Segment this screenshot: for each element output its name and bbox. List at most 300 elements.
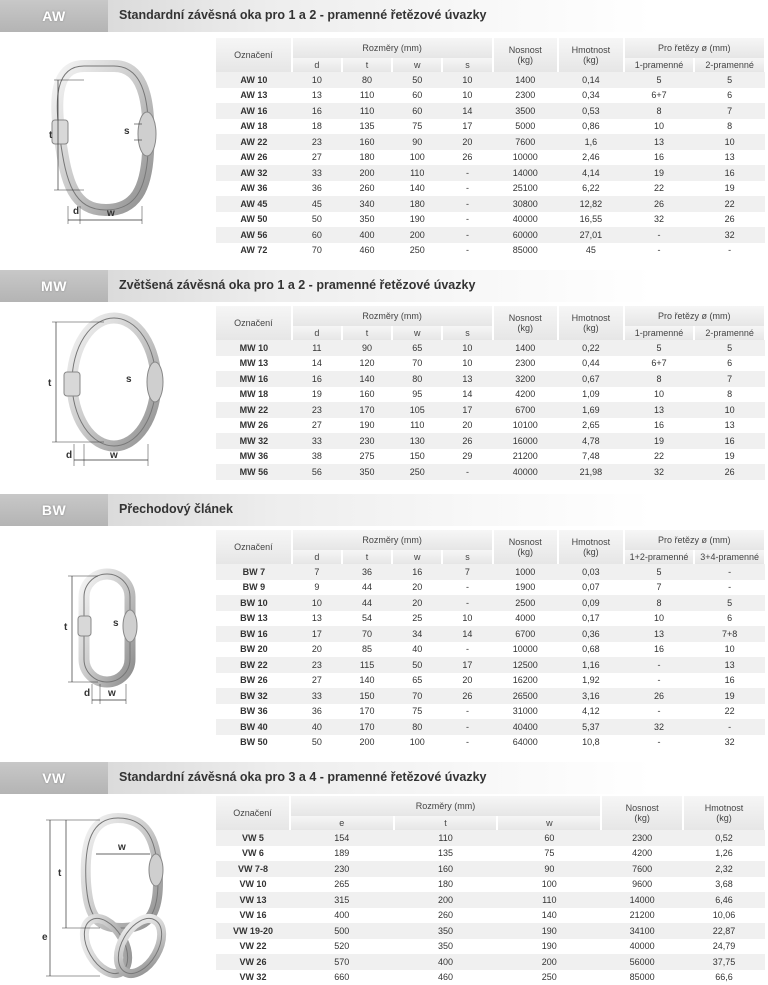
table-cell: 3,16	[558, 688, 624, 704]
table-row	[216, 196, 765, 212]
table-cell: -	[442, 642, 492, 658]
label-t: t	[58, 868, 62, 879]
table-cell: 85	[342, 642, 392, 658]
table-cell: 14	[442, 103, 492, 119]
table-cell: 22,87	[683, 923, 765, 939]
table-row	[216, 387, 765, 403]
table-cell: 22	[694, 196, 765, 212]
section-title: Přechodový článek	[119, 502, 233, 516]
row-designation: BW 13	[216, 611, 292, 627]
table-cell: 31000	[493, 704, 559, 720]
table-cell: 189	[290, 846, 394, 862]
label-s: s	[124, 126, 130, 137]
table-cell: 90	[392, 134, 442, 150]
table-cell: 9	[292, 580, 342, 596]
ring-drawing	[44, 310, 194, 470]
table-cell: 27	[292, 418, 342, 434]
table-cell: 13	[442, 371, 492, 387]
table-cell: 10100	[493, 418, 559, 434]
section-code: MW	[0, 270, 108, 302]
col-chain-2: 3+4-pramenné	[694, 550, 765, 564]
table-cell: 34100	[601, 923, 683, 939]
col-chain-1: 1-pramenné	[624, 326, 695, 340]
row-designation: AW 13	[216, 88, 292, 104]
table-cell: 36	[292, 181, 342, 197]
table-cell: 460	[394, 970, 498, 985]
table-cell: 36	[292, 704, 342, 720]
table-cell: -	[694, 564, 765, 580]
table-cell: 16	[624, 418, 695, 434]
table-cell: 7	[624, 580, 695, 596]
table-cell: 5	[624, 564, 695, 580]
table-cell: 0,68	[558, 642, 624, 658]
col-capacity: Nosnost (kg)	[601, 796, 683, 830]
section-code: VW	[0, 762, 108, 794]
table-cell: 37,75	[683, 954, 765, 970]
table-cell: 10	[694, 134, 765, 150]
section-header	[0, 494, 768, 526]
table-cell: 16	[624, 150, 695, 166]
table-cell: 2,46	[558, 150, 624, 166]
col-t: t	[342, 326, 392, 340]
table-row	[216, 923, 765, 939]
table-cell: 5	[624, 340, 695, 356]
table-row	[216, 846, 765, 862]
table-cell: 95	[392, 387, 442, 403]
table-cell: 14000	[493, 165, 559, 181]
table-cell: -	[694, 243, 765, 259]
col-d: d	[292, 326, 342, 340]
table-cell: 7	[442, 564, 492, 580]
table-cell: 26	[624, 688, 695, 704]
table-cell: -	[624, 227, 695, 243]
table-cell: 10	[442, 340, 492, 356]
table-row	[216, 134, 765, 150]
row-designation: AW 16	[216, 103, 292, 119]
table-cell: 33	[292, 433, 342, 449]
enlarged-master-link-icon	[44, 310, 194, 470]
table-cell: 19	[694, 688, 765, 704]
table-cell: 140	[342, 371, 392, 387]
table-cell: 16	[624, 642, 695, 658]
row-designation: MW 26	[216, 418, 292, 434]
table-cell: 1400	[493, 72, 559, 88]
col-weight: Hmotnost (kg)	[558, 38, 624, 72]
table-cell: 315	[290, 892, 394, 908]
table-cell: 60	[392, 103, 442, 119]
table-cell: 17	[442, 657, 492, 673]
label-d: d	[66, 450, 72, 461]
table-row	[216, 181, 765, 197]
col-s: s	[442, 58, 492, 72]
table-cell: 0,22	[558, 340, 624, 356]
row-designation: AW 56	[216, 227, 292, 243]
table-cell: 1900	[493, 580, 559, 596]
table-cell: 20	[392, 580, 442, 596]
table-cell: 90	[497, 861, 601, 877]
table-cell: 13	[624, 134, 695, 150]
table-cell: 27	[292, 673, 342, 689]
table-cell: 2,65	[558, 418, 624, 434]
table-row	[216, 88, 765, 104]
label-w: w	[107, 688, 116, 699]
table-cell: 3,68	[683, 877, 765, 893]
table-cell: 6	[694, 88, 765, 104]
table-cell: 400	[290, 908, 394, 924]
table-cell: 260	[342, 181, 392, 197]
table-cell: -	[624, 735, 695, 751]
table-cell: 200	[497, 954, 601, 970]
table-cell: 6700	[493, 402, 559, 418]
label-s: s	[113, 618, 119, 629]
table-cell: 6	[694, 356, 765, 372]
table-cell: 10000	[493, 642, 559, 658]
col-w: w	[392, 326, 442, 340]
table-cell: 56000	[601, 954, 683, 970]
table-cell: 140	[392, 181, 442, 197]
table-cell: 36	[342, 564, 392, 580]
col-d: d	[292, 550, 342, 564]
table-cell: -	[442, 580, 492, 596]
table-cell: 10	[694, 402, 765, 418]
table-cell: 100	[392, 150, 442, 166]
table-cell: 7,48	[558, 449, 624, 465]
row-designation: AW 36	[216, 181, 292, 197]
table-cell: 16	[292, 371, 342, 387]
table-cell: 60	[497, 830, 601, 846]
col-t: t	[342, 58, 392, 72]
table-cell: 2300	[601, 830, 683, 846]
label-w: w	[106, 208, 115, 219]
table-cell: 190	[497, 939, 601, 955]
table-cell: 6,46	[683, 892, 765, 908]
table-cell: 460	[342, 243, 392, 259]
table-cell: 20	[292, 642, 342, 658]
table-cell: 13	[292, 611, 342, 627]
col-s: s	[442, 550, 492, 564]
table-cell: 33	[292, 688, 342, 704]
table-cell: 40000	[601, 939, 683, 955]
table-cell: 20	[392, 595, 442, 611]
table-cell: 110	[392, 165, 442, 181]
table-cell: 5	[694, 340, 765, 356]
table-cell: 140	[342, 673, 392, 689]
table-row	[216, 657, 765, 673]
table-cell: 25	[392, 611, 442, 627]
table-cell: 75	[497, 846, 601, 862]
row-designation: BW 10	[216, 595, 292, 611]
table-cell: 22	[624, 449, 695, 465]
col-chain: Pro řetězy ø (mm)	[624, 530, 765, 550]
table-cell: 10	[624, 387, 695, 403]
table-cell: 500	[290, 923, 394, 939]
table-cell: 6,22	[558, 181, 624, 197]
table-cell: 110	[394, 830, 498, 846]
table-row	[216, 908, 765, 924]
table-cell: 1,6	[558, 134, 624, 150]
transition-link-icon	[58, 564, 168, 714]
table-cell: 20	[442, 673, 492, 689]
section-vw	[0, 762, 768, 794]
col-e: e	[290, 816, 394, 830]
col-dimensions: Rozměry (mm)	[290, 796, 601, 816]
table-cell: 10	[292, 72, 342, 88]
table-cell: 4,14	[558, 165, 624, 181]
table-cell: 85000	[601, 970, 683, 985]
table-cell: 32	[624, 212, 695, 228]
table-cell: 13	[694, 150, 765, 166]
table-cell: 40400	[493, 719, 559, 735]
table-row	[216, 103, 765, 119]
table-cell: -	[442, 719, 492, 735]
table-cell: 26	[442, 150, 492, 166]
table-row	[216, 340, 765, 356]
table-row	[216, 402, 765, 418]
col-designation: Označení	[216, 306, 292, 340]
table-cell: 4000	[493, 611, 559, 627]
table-cell: -	[694, 580, 765, 596]
table-cell: 140	[497, 908, 601, 924]
table-cell: 23	[292, 402, 342, 418]
table-cell: 75	[392, 119, 442, 135]
row-designation: MW 36	[216, 449, 292, 465]
table-cell: -	[442, 196, 492, 212]
table-cell: 1400	[493, 340, 559, 356]
table-cell: 7	[694, 371, 765, 387]
table-cell: 70	[392, 356, 442, 372]
table-cell: 180	[342, 150, 392, 166]
table-cell: 100	[392, 735, 442, 751]
table-cell: 23	[292, 657, 342, 673]
table-row	[216, 356, 765, 372]
col-d: d	[292, 58, 342, 72]
table-cell: 275	[342, 449, 392, 465]
row-designation: AW 72	[216, 243, 292, 259]
row-designation: MW 16	[216, 371, 292, 387]
label-t: t	[49, 130, 53, 141]
row-designation: MW 10	[216, 340, 292, 356]
table-cell: 4200	[493, 387, 559, 403]
table-cell: -	[442, 735, 492, 751]
row-designation: BW 26	[216, 673, 292, 689]
col-dimensions: Rozměry (mm)	[292, 38, 493, 58]
table-cell: 6+7	[624, 88, 695, 104]
table-cell: 0,09	[558, 595, 624, 611]
table-cell: 16	[392, 564, 442, 580]
table-cell: 14000	[601, 892, 683, 908]
col-designation: Označení	[216, 38, 292, 72]
table-cell: 13	[292, 88, 342, 104]
table-row	[216, 719, 765, 735]
table-cell: 18	[292, 119, 342, 135]
table-cell: 4200	[601, 846, 683, 862]
spec-table	[216, 530, 766, 750]
table-cell: 70	[342, 626, 392, 642]
section-aw	[0, 0, 768, 32]
table-row	[216, 861, 765, 877]
table-cell: 19	[292, 387, 342, 403]
table-cell: 80	[392, 719, 442, 735]
table-cell: 2300	[493, 88, 559, 104]
table-cell: 16	[694, 673, 765, 689]
row-designation: VW 19-20	[216, 923, 290, 939]
table-row	[216, 119, 765, 135]
table-cell: 11	[292, 340, 342, 356]
table-cell: 150	[392, 449, 442, 465]
table-cell: 10,8	[558, 735, 624, 751]
table-cell: 170	[342, 719, 392, 735]
row-designation: AW 18	[216, 119, 292, 135]
table-cell: 56	[292, 464, 342, 480]
table-cell: 32	[624, 719, 695, 735]
row-designation: AW 10	[216, 72, 292, 88]
table-cell: 180	[394, 877, 498, 893]
table-cell: 45	[558, 243, 624, 259]
table-cell: 135	[342, 119, 392, 135]
col-chain-2: 2-pramenné	[694, 326, 765, 340]
table-cell: 10	[624, 119, 695, 135]
table-cell: 7	[694, 103, 765, 119]
table-cell: 3500	[493, 103, 559, 119]
table-row	[216, 954, 765, 970]
table-cell: -	[624, 657, 695, 673]
table-cell: 50	[292, 735, 342, 751]
table-cell: 110	[342, 103, 392, 119]
ring-drawing	[40, 812, 200, 984]
col-chain-1: 1-pramenné	[624, 58, 695, 72]
table-row	[216, 243, 765, 259]
table-cell: 21200	[601, 908, 683, 924]
row-designation: BW 7	[216, 564, 292, 580]
table-cell: 33	[292, 165, 342, 181]
table-cell: 0,07	[558, 580, 624, 596]
table-cell: 230	[290, 861, 394, 877]
row-designation: VW 6	[216, 846, 290, 862]
row-designation: BW 36	[216, 704, 292, 720]
row-designation: AW 32	[216, 165, 292, 181]
table-cell: 5	[694, 72, 765, 88]
row-designation: BW 16	[216, 626, 292, 642]
table-cell: 3200	[493, 371, 559, 387]
table-cell: 200	[342, 165, 392, 181]
col-capacity: Nosnost (kg)	[493, 38, 559, 72]
col-chain: Pro řetězy ø (mm)	[624, 306, 765, 326]
table-cell: 170	[342, 402, 392, 418]
table-cell: 2,32	[683, 861, 765, 877]
table-cell: 40	[292, 719, 342, 735]
table-cell: 660	[290, 970, 394, 985]
col-capacity: Nosnost (kg)	[493, 530, 559, 564]
table-cell: 23	[292, 134, 342, 150]
table-cell: 50	[392, 72, 442, 88]
table-cell: 520	[290, 939, 394, 955]
table-cell: 160	[342, 387, 392, 403]
table-cell: 350	[342, 212, 392, 228]
master-link-icon	[44, 58, 194, 228]
table-cell: 4,78	[558, 433, 624, 449]
table-cell: -	[442, 212, 492, 228]
table-cell: 50	[392, 657, 442, 673]
table-cell: 10	[292, 595, 342, 611]
table-cell: 250	[392, 243, 442, 259]
table-cell: 66,6	[683, 970, 765, 985]
table-cell: 340	[342, 196, 392, 212]
table-cell: 130	[392, 433, 442, 449]
col-w: w	[392, 550, 442, 564]
table-cell: 230	[342, 433, 392, 449]
table-cell: 0,53	[558, 103, 624, 119]
label-d: d	[84, 688, 90, 699]
table-cell: 170	[342, 704, 392, 720]
table-row	[216, 433, 765, 449]
table-row	[216, 939, 765, 955]
table-cell: 1,92	[558, 673, 624, 689]
table-cell: 154	[290, 830, 394, 846]
table-cell: -	[624, 243, 695, 259]
table-row	[216, 735, 765, 751]
table-cell: 64000	[493, 735, 559, 751]
table-cell: 16	[694, 165, 765, 181]
table-cell: 105	[392, 402, 442, 418]
table-cell: 0,86	[558, 119, 624, 135]
table-cell: 250	[392, 464, 442, 480]
row-designation: MW 32	[216, 433, 292, 449]
table-cell: 110	[392, 418, 442, 434]
table-cell: 44	[342, 580, 392, 596]
table-cell: 32	[694, 735, 765, 751]
table-cell: -	[442, 181, 492, 197]
label-d: d	[73, 206, 79, 217]
table-cell: 16000	[493, 433, 559, 449]
table-cell: -	[442, 165, 492, 181]
table-row	[216, 830, 765, 846]
table-cell: 0,36	[558, 626, 624, 642]
row-designation: AW 22	[216, 134, 292, 150]
table-row	[216, 642, 765, 658]
section-header	[0, 762, 768, 794]
table-cell: 50	[292, 212, 342, 228]
table-cell: 5	[624, 72, 695, 88]
table-row	[216, 564, 765, 580]
table-cell: 5,37	[558, 719, 624, 735]
table-cell: 5000	[493, 119, 559, 135]
table-cell: 85000	[493, 243, 559, 259]
table-cell: 190	[342, 418, 392, 434]
col-weight: Hmotnost (kg)	[558, 306, 624, 340]
row-designation: AW 26	[216, 150, 292, 166]
row-designation: MW 13	[216, 356, 292, 372]
table-cell: 8	[624, 371, 695, 387]
table-row	[216, 688, 765, 704]
table-cell: -	[442, 243, 492, 259]
table-cell: 0,34	[558, 88, 624, 104]
row-designation: MW 22	[216, 402, 292, 418]
table-cell: 17	[442, 119, 492, 135]
table-cell: 29	[442, 449, 492, 465]
table-cell: 1,26	[683, 846, 765, 862]
table-row	[216, 371, 765, 387]
table-cell: 7	[292, 564, 342, 580]
row-designation: AW 45	[216, 196, 292, 212]
table-cell: 20	[442, 418, 492, 434]
table-cell: 7+8	[694, 626, 765, 642]
table-cell: 250	[497, 970, 601, 985]
row-designation: MW 56	[216, 464, 292, 480]
table-row	[216, 580, 765, 596]
table-row	[216, 611, 765, 627]
table-row	[216, 449, 765, 465]
table-cell: 10	[442, 356, 492, 372]
